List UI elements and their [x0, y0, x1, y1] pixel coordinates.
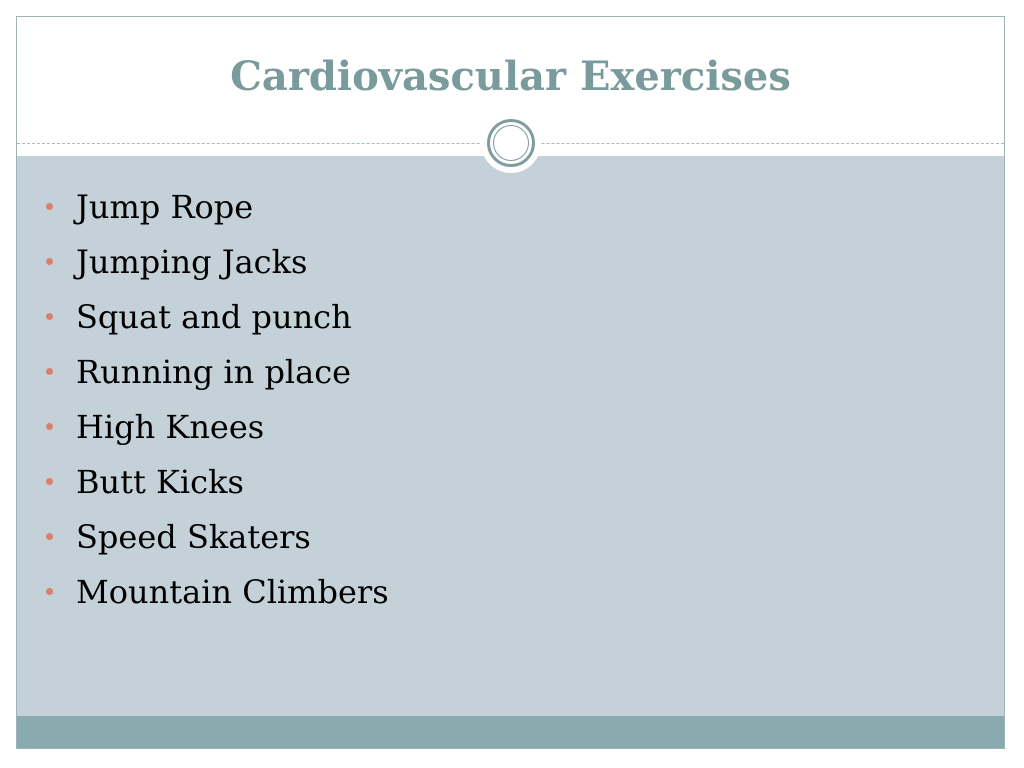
bullet-dot-icon [46, 313, 53, 320]
bullet-text: Running in place [76, 352, 352, 391]
bullet-text: Mountain Climbers [76, 572, 389, 611]
bullet-item [41, 289, 389, 344]
bullet-dot-icon [46, 423, 53, 430]
bullet-text: Jump Rope [76, 187, 254, 226]
slide-title: Cardiovascular Exercises [230, 53, 791, 100]
bullet-text: Butt Kicks [76, 462, 244, 501]
bullet-dot-icon [46, 368, 53, 375]
bullet-item [41, 564, 389, 619]
slide [16, 16, 1005, 749]
bullet-item [41, 344, 389, 399]
bullet-dot-icon [46, 203, 53, 210]
bullet-dot-icon [46, 258, 53, 265]
bullet-text: Jumping Jacks [76, 242, 308, 281]
bullet-dot-icon [46, 478, 53, 485]
bullet-item [41, 234, 389, 289]
circle-ring-inner-icon [493, 125, 529, 161]
bullet-text: Squat and punch [76, 297, 352, 336]
bullet-text: High Knees [76, 407, 265, 446]
bullet-item [41, 454, 389, 509]
footer-bar [17, 716, 1004, 749]
bullet-text: Speed Skaters [76, 517, 311, 556]
bullet-list [41, 179, 389, 619]
bullet-dot-icon [46, 588, 53, 595]
bullet-item [41, 179, 389, 234]
bullet-dot-icon [46, 533, 53, 540]
bullet-item [41, 509, 389, 564]
bullet-item [41, 399, 389, 454]
